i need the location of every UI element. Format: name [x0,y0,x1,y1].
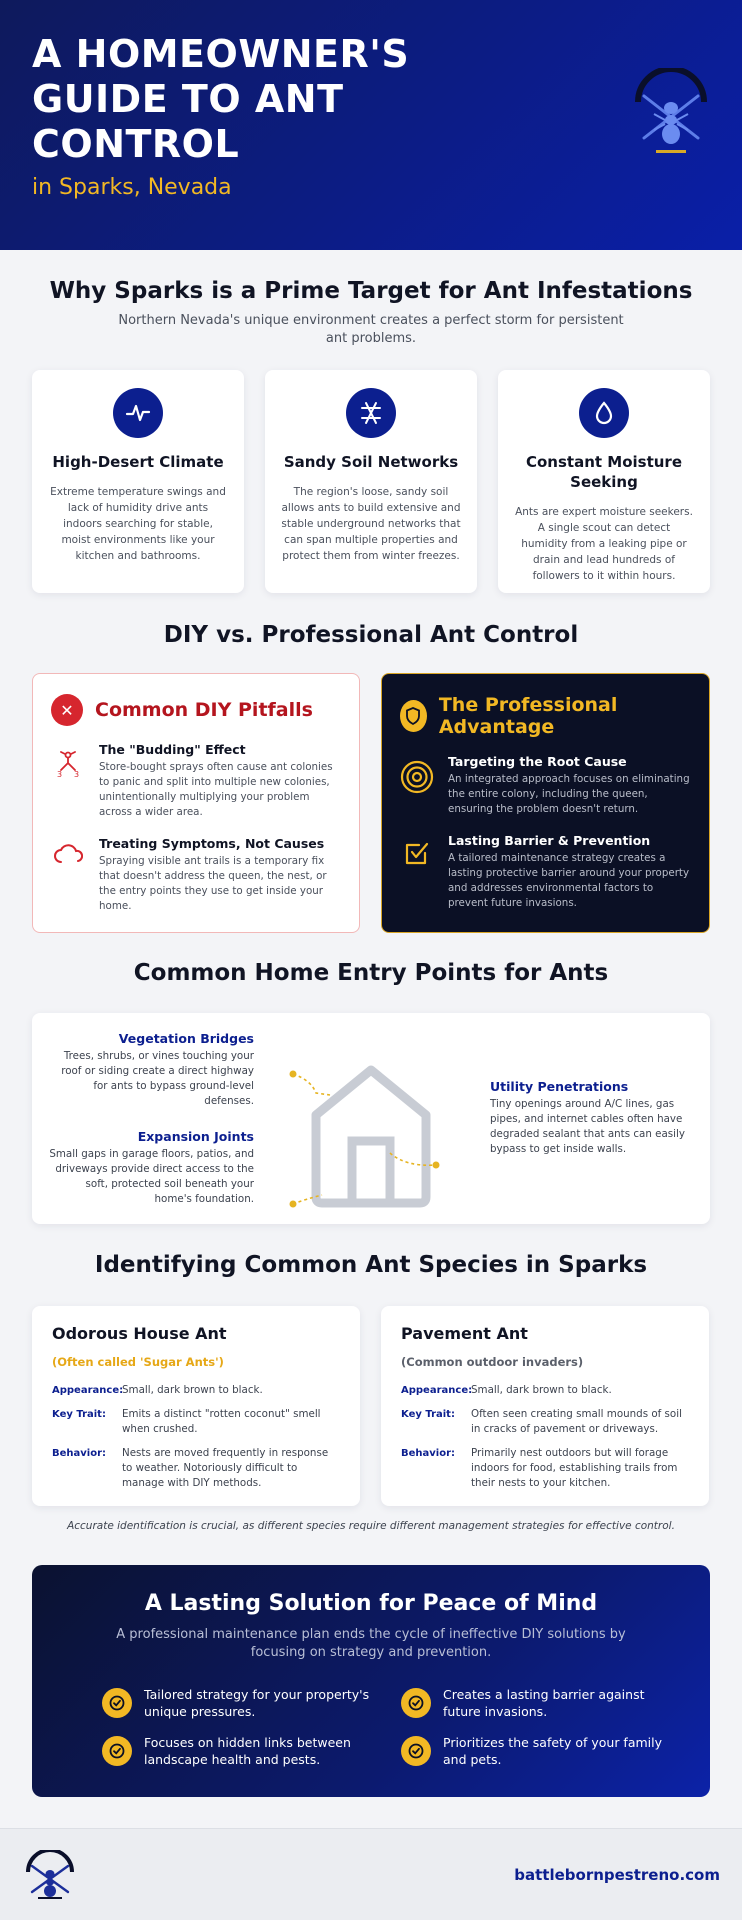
entry-point-joints [48,1129,254,1207]
species-name: Pavement Ant [401,1324,528,1343]
solution-lead: A professional maintenance plan ends the cycle of ineffective DIY solutions by focusing on strategy and prevention. [116,1627,626,1660]
entry-point-utility [490,1079,690,1157]
species-note: Accurate identification is crucial, as different species require different management strategies for effective control. [67,1520,675,1532]
behavior-label: Behavior: [52,1448,107,1459]
network-icon [346,388,396,438]
benefit-text: Prioritizes the safety of your family and pets. [443,1735,663,1767]
diy-item [51,742,341,820]
split-icon [51,742,85,820]
species-card-pavement [381,1306,709,1506]
page-title: A HOMEOWNER'S GUIDE TO ANT CONTROL [32,32,410,166]
benefit-item [401,1686,670,1720]
why-subtitle: Northern Nevada's unique environment creates a perfect storm for persistent ant problems. [118,313,624,346]
page-subtitle: in Sparks, Nevada [32,175,232,200]
appearance-value: Small, dark brown to black. [122,1384,263,1396]
checkbox-icon [400,833,434,911]
diy-pitfalls-card [32,673,360,933]
species-aka: (Common outdoor invaders) [401,1355,584,1369]
pro-item [400,833,691,911]
target-icon [400,754,434,817]
pro-item-title: Lasting Barrier & Prevention [448,833,651,848]
solution-panel [32,1565,710,1797]
entry-point-title: Utility Penetrations [490,1079,629,1094]
entry-title: Common Home Entry Points for Ants [133,960,609,986]
appearance-value: Small, dark brown to black. [471,1384,612,1396]
entry-point-text: Small gaps in garage floors, patios, and driveways provide direct access to the soft, protected soil beneath your home's foundation. [49,1148,254,1205]
check-circle-icon [401,1736,431,1766]
check-circle-icon [401,1688,431,1718]
benefit-item [401,1734,670,1768]
check-circle-icon [102,1736,132,1766]
why-card-text: Ants are expert moisture seekers. A single scout can detect humidity from a leaking pipe or drain and lead hundreds of followers to it within hours. [515,506,693,582]
trait-value: Emits a distinct "rotten coconut" smell when crushed. [122,1408,321,1435]
compare-title: DIY vs. Professional Ant Control [163,622,579,648]
why-card-text: Extreme temperature swings and lack of humidity drive ants indoors searching for stable, moist environments like your kitchen and bathrooms. [50,486,226,562]
pro-advantage-card [381,673,710,933]
why-card-title: High-Desert Climate [52,453,224,471]
website-link[interactable]: battlebornpestreno.com [514,1865,720,1884]
pro-title: The Professional Advantage [438,694,618,738]
appearance-label: Appearance: [52,1385,124,1396]
why-card-climate [32,370,244,593]
droplet-icon [579,388,629,438]
close-icon: ✕ [51,694,83,726]
pro-item [400,754,691,817]
why-card-soil [265,370,477,593]
why-title: Why Sparks is a Prime Target for Ant Infestations [49,278,693,304]
behavior-label: Behavior: [401,1448,456,1459]
diy-item-text: Spraying visible ant trails is a temporary fix that doesn't address the queen, the nest, or the entry points they use to get inside your home. [99,855,327,912]
why-card-title: Constant Moisture Seeking [525,453,682,491]
species-card-odorous [32,1306,360,1506]
trait-label: Key Trait: [52,1409,106,1420]
solution-title: A Lasting Solution for Peace of Mind [144,1591,598,1616]
species-aka: (Often called 'Sugar Ants') [52,1355,224,1369]
diy-item [51,836,341,914]
entry-point-text: Tiny openings around A/C lines, gas pipes, and internet cables often have degraded sealant that ants can easily bypass to get inside walls. [490,1098,685,1155]
why-card-text: The region's loose, sandy soil allows ants to build extensive and stable underground networks that can span multiple properties and protect them from winter freezes. [281,486,461,562]
hero-header [0,0,742,250]
benefit-item [102,1734,371,1768]
ant-logo-icon [630,68,712,158]
benefit-text: Tailored strategy for your property's unique pressures. [144,1687,370,1719]
pulse-icon [113,388,163,438]
appearance-label: Appearance: [401,1385,473,1396]
diy-item-text: Store-bought sprays often cause ant colonies to panic and split into multiple new colonies, unintentionally multiplying your problem across a wider area. [99,761,333,818]
entry-point-text: Trees, shrubs, or vines touching your roof or siding create a direct highway for ants to bypass ground-level defenses. [61,1050,254,1107]
svg-text:3: 3 [74,770,80,778]
entry-point-vegetation [48,1031,254,1109]
pro-item-title: Targeting the Root Cause [448,754,627,769]
trait-label: Key Trait: [401,1409,455,1420]
entry-points-card [32,1013,710,1224]
pro-item-text: A tailored maintenance strategy creates a lasting protective barrier around your property and addresses environmental factors to prevent future invasions. [448,852,690,909]
footer [0,1828,742,1920]
behavior-value: Nests are moved frequently in response to weather. Notoriously difficult to manage with DIY methods. [122,1447,329,1489]
pro-item-text: An integrated approach focuses on eliminating the entire colony, including the queen, ensuring the problem doesn't return. [448,773,690,815]
benefit-text: Creates a lasting barrier against future invasions. [443,1687,645,1719]
trait-value: Often seen creating small mounds of soil in cracks of pavement or driveways. [471,1408,682,1435]
shield-icon [400,700,427,732]
house-icon [286,1035,456,1210]
species-title: Identifying Common Ant Species in Sparks [94,1252,648,1278]
diy-item-title: The "Budding" Effect [99,742,246,757]
cloud-icon [51,836,85,914]
entry-point-title: Vegetation Bridges [118,1031,254,1046]
why-card-title: Sandy Soil Networks [283,453,459,471]
behavior-value: Primarily nest outdoors but will forage indoors for food, establishing trails from their nests to your kitchen. [471,1447,678,1489]
entry-point-title: Expansion Joints [137,1129,254,1144]
ant-logo-icon [22,1850,78,1900]
check-circle-icon [102,1688,132,1718]
why-card-moisture [498,370,710,593]
benefit-item [102,1686,371,1720]
svg-text:3: 3 [57,770,63,778]
why-sparks-section [0,278,742,582]
diy-item-title: Treating Symptoms, Not Causes [99,836,325,851]
benefit-text: Focuses on hidden links between landscape health and pests. [144,1735,351,1767]
diy-title: Common DIY Pitfalls [95,699,313,721]
species-name: Odorous House Ant [52,1324,227,1343]
